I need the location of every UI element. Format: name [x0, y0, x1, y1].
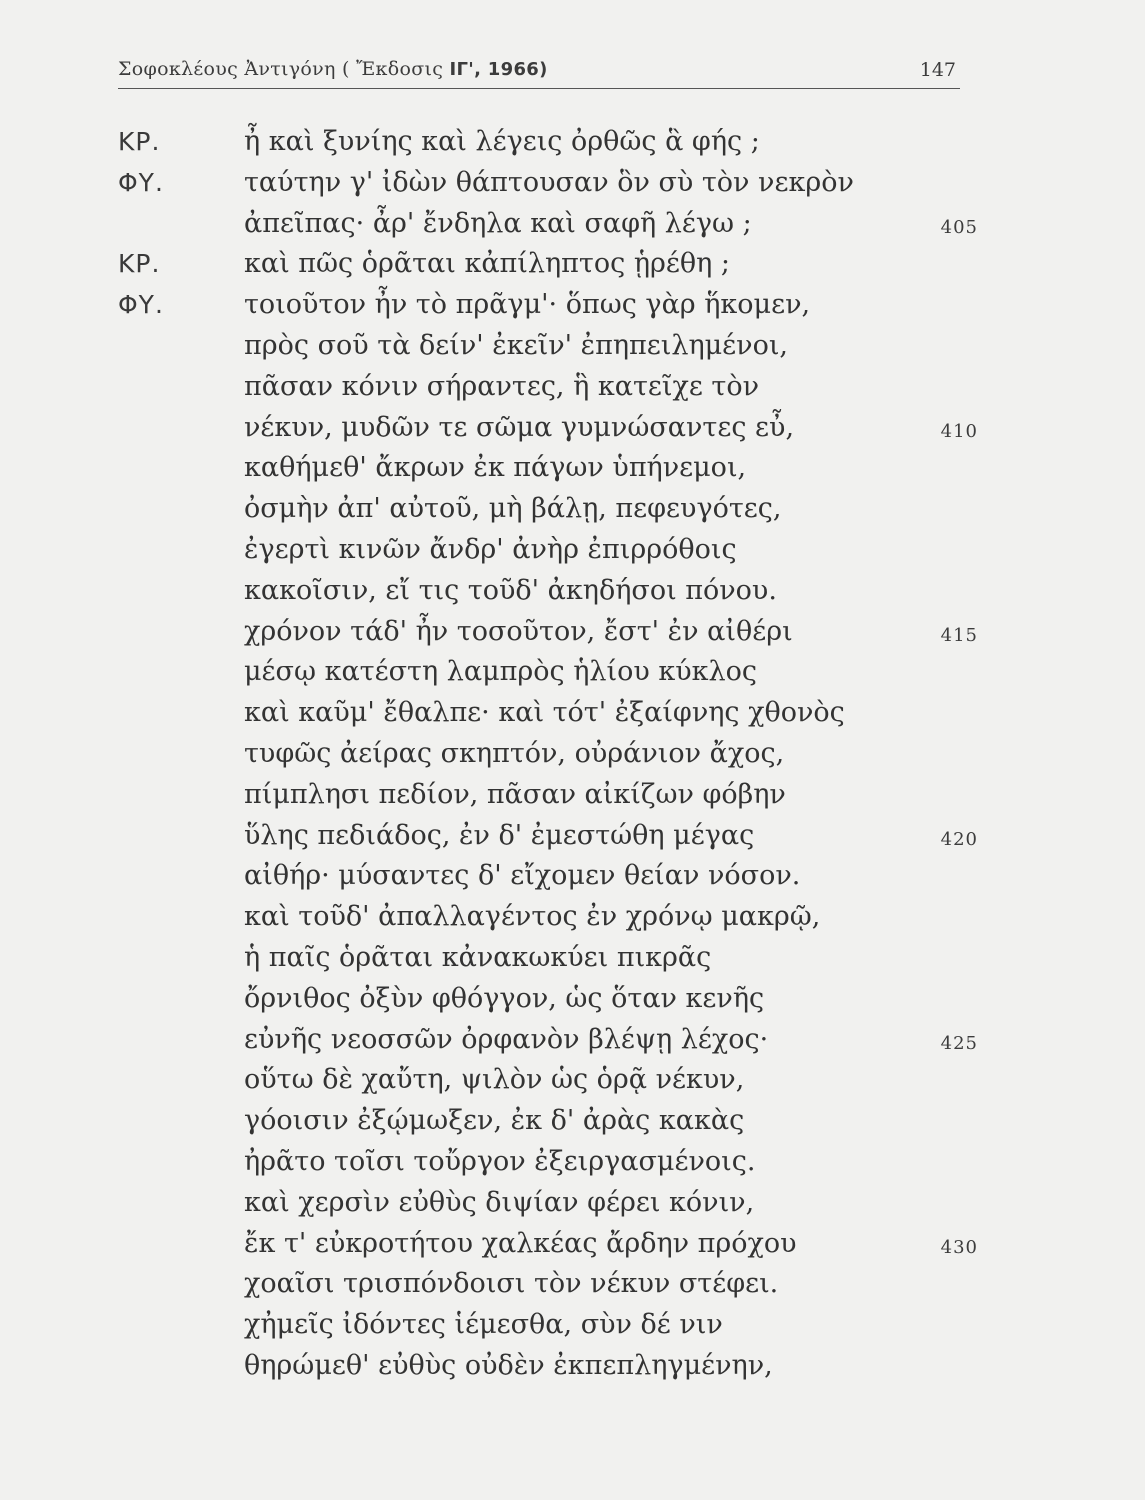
verse-line [118, 283, 978, 324]
verse-text-line: ταύτην γ' ἰδὼν θάπτουσαν ὃν σὺ τὸν νεκρὸν [244, 166, 854, 198]
speaker-label: ΦΥ. [118, 167, 164, 197]
speaker-label: ΚΡ. [118, 127, 161, 156]
verse-line [118, 1303, 978, 1344]
verse-text-line: χοαῖσι τρισπόνδοισι τὸν νέκυν στέφει. [244, 1268, 779, 1300]
verse-text-line: καὶ τοῦδ' ἀπαλλαγέντος ἐν χρόνῳ μακρῷ, [244, 901, 821, 933]
verse-line [118, 691, 978, 732]
verse-line [118, 854, 978, 895]
verse-text-line: καὶ πῶς ὁρᾶται κἀπίληπτος ᾑρέθη ; [244, 248, 730, 280]
verse-text-line: καθήμεθ' ἄκρων ἐκ πάγων ὑπήνεμοι, [244, 452, 747, 484]
line-number: 405 [940, 216, 978, 238]
verse-line [118, 936, 978, 977]
verse-text-line: πίμπλησι πεδίον, πᾶσαν αἰκίζων φόβην [244, 778, 786, 810]
verse-text-line: χἠμεῖς ἰδόντες ἱέμεσθα, σὺν δέ νιν [244, 1309, 723, 1341]
verse-text-line: ὀσμὴν ἀπ' αὐτοῦ, μὴ βάλῃ, πεφευγότες, [244, 493, 782, 525]
verse-text-line: κακοῖσιν, εἴ τις τοῦδ' ἀκηδήσοι πόνου. [244, 574, 777, 606]
verse-text-line: μέσῳ κατέστη λαμπρὸς ἡλίου κύκλος [244, 656, 757, 688]
verse-text-line: θηρώμεθ' εὐθὺς οὐδὲν ἐκπεπληγμένην, [244, 1349, 773, 1381]
line-number: 420 [940, 828, 978, 850]
verse-line [118, 814, 978, 855]
verse-text-line: οὕτω δὲ χαὔτη, ψιλὸν ὡς ὁρᾷ νέκυν, [244, 1064, 745, 1096]
verse-line [118, 324, 978, 365]
verse-line [118, 487, 978, 528]
verse-text-line: εὐνῆς νεοσσῶν ὀρφανὸν βλέψῃ λέχος· [244, 1023, 769, 1055]
verse-text-line: ἔκ τ' εὐκροτήτου χαλκέας ἄρδην πρόχου [244, 1227, 797, 1259]
verse-line [118, 1058, 978, 1099]
verse-line [118, 1262, 978, 1303]
verse-text-line: ἀπεῖπας· ἆρ' ἔνδηλα καὶ σαφῆ λέγω ; [244, 207, 752, 239]
verse-text-line: ὄρνιθος ὀξὺν φθόγγον, ὡς ὅταν κενῆς [244, 982, 765, 1014]
verse-text-line: ὕλης πεδιάδος, ἐν δ' ἐμεστώθη μέγας [244, 819, 755, 851]
speaker-label: ΚΡ. [118, 249, 161, 279]
verse-text-line: τυφῶς ἀείρας σκηπτόν, οὐράνιον ἄχος, [244, 737, 785, 769]
verse-line [118, 569, 978, 610]
verse-line [118, 732, 978, 773]
verse-text-line: τοιοῦτον ἦν τὸ πρᾶγμ'· ὅπως γὰρ ἥκομεν, [244, 289, 811, 321]
header-title [118, 58, 548, 80]
verse-line [118, 773, 978, 814]
speaker-label: ΦΥ. [118, 290, 164, 320]
verse-line [118, 161, 978, 202]
verse-text [118, 120, 978, 1385]
verse-line [118, 446, 978, 487]
verse-line [118, 365, 978, 406]
verse-line [118, 202, 978, 243]
verse-text-line: γόοισιν ἐξῴμωξεν, ἐκ δ' ἀρὰς κακὰς [244, 1105, 745, 1137]
verse-text-line: χρόνον τάδ' ἦν τοσοῦτον, ἔστ' ἐν αἰθέρι [244, 615, 793, 647]
line-number: 410 [940, 420, 978, 442]
verse-line [118, 1018, 978, 1059]
verse-line [118, 610, 978, 651]
header-edition: ΙΓ', 1966) [449, 59, 548, 80]
verse-text-line: ἡ παῖς ὁρᾶται κἀνακωκύει πικρᾶς [244, 941, 712, 973]
verse-line [118, 406, 978, 447]
verse-line [118, 1099, 978, 1140]
verse-line [118, 1222, 978, 1263]
header-title-text: Σοφοκλέους Ἀντιγόνη ( Ἔκδοσις [118, 58, 444, 80]
page-number: 147 [919, 59, 956, 81]
verse-text-line: καὶ χερσὶν εὐθὺς διψίαν φέρει κόνιν, [244, 1186, 755, 1218]
verse-line [118, 528, 978, 569]
verse-text-line: πᾶσαν κόνιν σήραντες, ἣ κατεῖχε τὸν [244, 370, 760, 402]
verse-text-line: καὶ καῦμ' ἔθαλπε· καὶ τότ' ἐξαίφνης χθονὸς [244, 697, 845, 729]
verse-line [118, 650, 978, 691]
line-number: 415 [940, 624, 978, 646]
verse-text-line: αἰθήρ· μύσαντες δ' εἴχομεν θείαν νόσον. [244, 860, 801, 892]
line-number: 430 [940, 1236, 978, 1258]
verse-text-line: ἐγερτὶ κινῶν ἄνδρ' ἀνὴρ ἐπιρρόθοις [244, 533, 737, 565]
verse-line [118, 1181, 978, 1222]
verse-text-line: ἠρᾶτο τοῖσι τοὔργον ἐξειργασμένοις. [244, 1145, 756, 1177]
verse-line [118, 120, 978, 161]
line-number: 425 [940, 1032, 978, 1054]
verse-line [118, 895, 978, 936]
verse-text-line: νέκυν, μυδῶν τε σῶμα γυμνώσαντες εὖ, [244, 411, 795, 443]
verse-line [118, 977, 978, 1018]
verse-text-line: πρὸς σοῦ τὰ δείν' ἐκεῖν' ἐπηπειλημένοι, [244, 329, 789, 361]
verse-line [118, 1344, 978, 1385]
verse-text-line: ἦ καὶ ξυνίης καὶ λέγεις ὀρθῶς ἃ φής ; [244, 126, 760, 157]
verse-line [118, 1140, 978, 1181]
running-header [118, 56, 960, 89]
verse-line [118, 242, 978, 283]
